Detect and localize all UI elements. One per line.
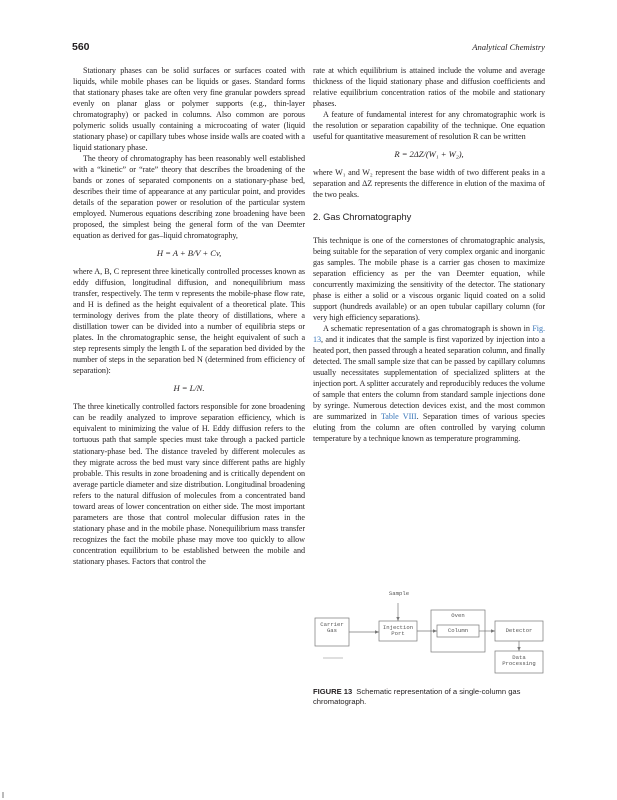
data-processing-label [495,655,543,668]
oven-label: Oven [451,612,465,619]
paragraph: The theory of chromatography has been reasonably well established with a “kinetic” or “rate” theory that describes the broadening of the bands or zones of separated components on a stationary-phase bed, describes their time of appearance at any particular point, and provides details of the separation power or resolution of the particular system employed. Numerous equations describing zone broadening have been proposed, the simplest being the general form of the van Deemter equation as derived for gas–liquid chromatography, [73,154,305,241]
equation-resolution: R = 2ΔZ/(W₁ + W₂), [394,149,464,160]
paragraph: The three kinetically controlled factors responsible for zone broadening can be readily analyzed to improve separation efficiency, which is equivalent to minimizing the value of H. Eddy diffusion refers to the tortuous path that sample species must take through a packed particle stationary-phase bed. The distance traveled by different molecules as they migrate across the bed must vary since different paths are highly probable. This results in zone broadening and is critically dependent on average particle diameter and size distribution. Longitudinal broadening refers to the natural diffusion of molecules from a concentrated band toward areas of lower concentration on either side. The most important parameters are those that control molecular diffusion rates in the stationary phase and in the mobile phase. Nonequilibrium mass transfer recognizes the fact the mobile phase may move too quickly to allow concentration equilibrium to be established between the mobile and stationary phases. Factors that control the [73,402,305,566]
arrow-head [396,617,399,621]
gc-schematic-figure [313,585,545,685]
page-number: 560 [72,41,90,53]
column-label: Column [447,627,469,634]
figure-caption [313,687,545,707]
carrier-gas-label [315,622,349,635]
equation-van-deemter: H = A + B/V + Cv, [156,248,222,259]
figure-caption-label: FIGURE 13 [313,687,353,696]
paragraph: where A, B, C represent three kinetically controlled processes known as eddy diffusion, longitudinal diffusion, and nonequilibrium mass transfer, respectively. The term v represents the mobile-phase flow rate, and H is defined as the height equivalent of a theoretical plate. This terminology derives from the plate theory of distillations, where a distillation tower can be divided into a number of equilibria steps or plates. In the chromatographic sense, the height equivalent of such a step represents simply the length L of the separation bed divided by the number of steps in the separation bed N (determined from efficiency of separation): [73,267,305,376]
injection-port-label [379,625,417,638]
carrier-gas-label-line: Gas [326,627,338,635]
section-heading: 2. Gas Chromatography [313,212,412,223]
paragraph: A feature of fundamental interest for any chromatographic work is the resolution or separation capability of the technique. One equation useful for quantitative measurement of resolution R can be written [313,110,545,142]
figure-link[interactable]: Fig. 13 [313,324,545,345]
injection-port-label-line: Port [391,630,405,638]
paragraph: Stationary phases can be solid surfaces or surfaces coated with liquids, while mobile phases can be liquids or gases. Standard forms that stationary phases take are often very fine granular powders spread evenly on planar glass or polymer supports (e.g., thin-layer chromatography) or packed in columns. Also common are porous polymeric solids usually containing a microcoating of water (liquid stationary phase) or capillary tubes whose inside walls are coated with a liquid stationary phase. [73,66,305,153]
data-processing-label-line: Data [512,654,526,661]
text-run: . Separation times of various species eluting from the column are often controlled by varying column temperature by a technique known as temperature programming. [313,412,546,444]
figure-caption-text: Schematic representation of a single-column gas chromatograph. [313,687,521,706]
detector-label: Detector [505,627,533,634]
paragraph [313,323,545,444]
journal-title: Analytical Chemistry [472,42,545,52]
right-column [313,65,545,444]
arrow-head [517,647,520,651]
equation-plate-height: H = L/N. [173,383,205,394]
data-processing-label-line: Processing [502,660,536,668]
gc-schematic-diagram [313,585,545,685]
paragraph: rate at which equilibrium is attained include the volume and average thickness of the liquid stationary phase and diffusion coefficients and relative equilibrium concentration ratios of the mobile and stationary phases. [313,66,545,109]
text-run: , and it indicates that the sample is first vaporized by injection into a heated port, then passed through a heated separation column, and finally detected. The small sample size that can be passed by capillary columns usually necessitates supplementation of specialized splitters at the injection port. A splitter accurately and reproducibly reduces the volume of sample that enters the column from standard sample injections done by syringe. Numerous detection devices exist, and the most common are summarized in [313,335,545,422]
sample-label: Sample [388,590,410,597]
carrier-gas-label-line: Carrier [320,621,344,628]
table-link[interactable]: Table VIII [380,412,417,422]
paragraph: where W₁ and W₂ represent the base width of two different peaks in a separation and ΔZ represents the difference in elution of the maxima of the two peaks. [313,168,545,200]
injection-port-label-line: Injection [382,624,414,631]
text-run: A schematic representation of a gas chromatograph is shown in [323,324,533,334]
margin-mark [2,792,4,798]
left-column [73,65,305,567]
paragraph: This technique is one of the cornerstones of chromatographic analysis, being suitable for the separation of very complex organic and inorganic gas samples. The mobile phase is a carrier gas chosen to maximize separation efficiency as per the van Deemter equation, while concurrently maximizing the sensitivity of the detector. The stationary phase is either a solid or a viscous organic liquid coated on a solid support (hundreds available) or an open tubular capillary column (for very high efficiency separations). [313,236,545,323]
